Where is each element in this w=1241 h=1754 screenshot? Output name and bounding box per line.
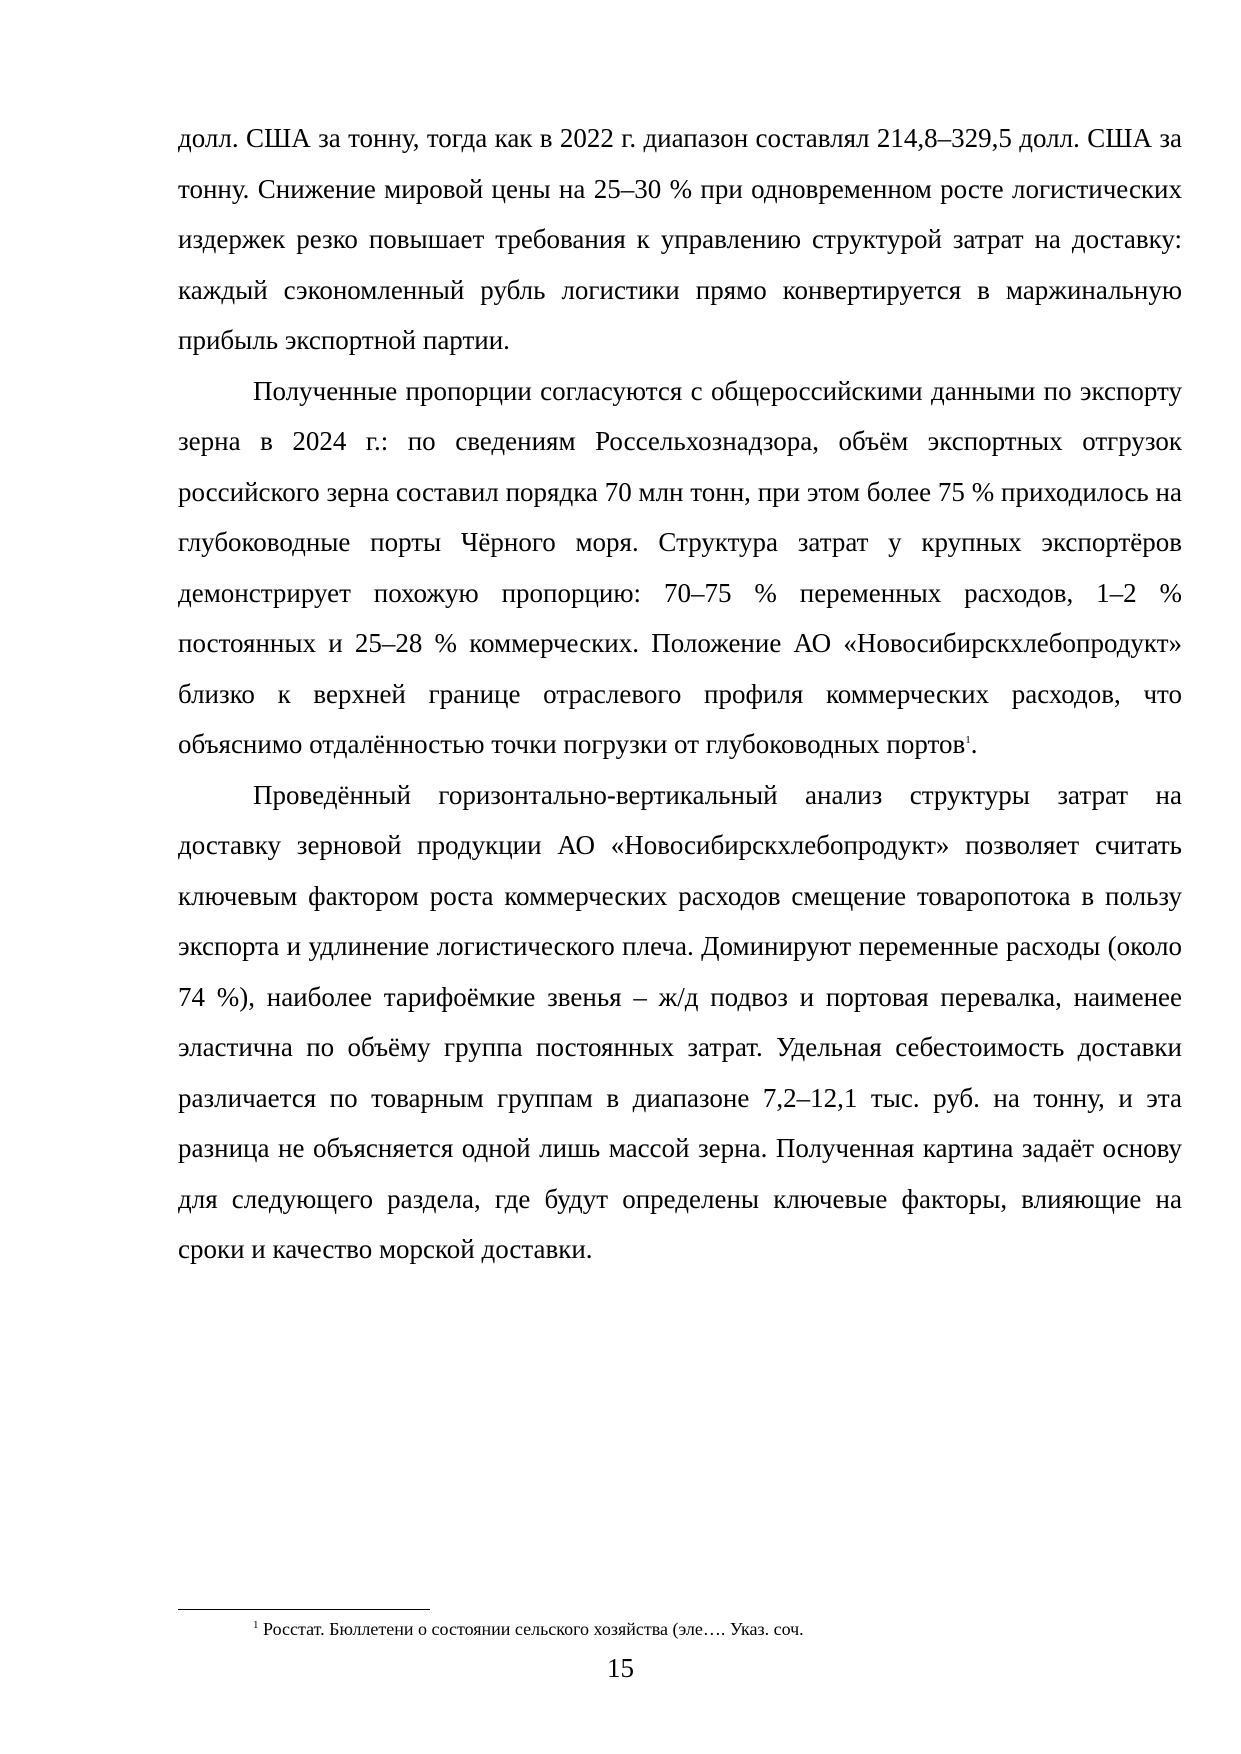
paragraph-3 [178, 770, 1182, 1275]
footnote-marker: 1 [253, 1619, 259, 1631]
paragraph-2 [178, 366, 1182, 770]
paragraph-1 [178, 113, 1182, 366]
body-text [178, 113, 1182, 1275]
paragraph-2-ending: . [970, 729, 978, 759]
footnote-text: Росстат. Бюллетени о состоянии сельского хозяйства (эле…. Указ. соч. [263, 1619, 804, 1639]
footnote-separator [178, 1609, 430, 1610]
paragraph-1-text: долл. США за тонну, тогда как в 2022 г. диапазон составлял 214,8–329,5 долл. США за тонну. Снижение мировой цены на 25–30 % при одновременном росте логистических издержек резко повышает требования к управлению структурой затрат на доставку: каждый сэкономленный рубль логистики прямо конвертируется в маржинальную прибыль экспортной партии. [178, 123, 1182, 355]
footnote-reference[interactable]: 1 [965, 734, 971, 746]
footnote [253, 1617, 804, 1641]
paragraph-2-text: Полученные пропорции согласуются с общероссийскими данными по экспорту зерна в 2024 г.: по сведениям Россельхознадзора, объём экспортных отгрузок российского зерна составил порядка 70 млн тонн, при этом более 75 % приходилось на глубоководные порты Чёрного моря. Структура затрат у крупных экспортёров демонстрирует похожую пропорцию: 70–75 % переменных расходов, 1–2 % постоянных и 25–28 % коммерческих. Положение АО «Новосибирскхлебопродукт» близко к верхней границе отраслевого профиля коммерческих расходов, что объяснимо отдалённостью точки погрузки от глубоководных портов [178, 375, 1182, 759]
page-number: 15 [607, 1653, 634, 1683]
paragraph-3-text: Проведённый горизонтально-вертикальный анализ структуры затрат на доставку зерновой продукции АО «Новосибирскхлебопродукт» позволяет считать ключевым фактором роста коммерческих расходов смещение товаропотока в пользу экспорта и удлинение логистического плеча. Доминируют переменные расходы (около 74 %), наиболее тарифоёмкие звенья – ж/д подвоз и портовая перевалка, наименее эластична по объёму группа постоянных затрат. Удельная себестоимость доставки различается по товарным группам в диапазоне 7,2–12,1 тыс. руб. на тонну, и эта разница не объясняется одной лишь массой зерна. Полученная картина задаёт основу для следующего раздела, где будут определены ключевые факторы, влияющие на сроки и качество морской доставки. [178, 779, 1182, 1264]
